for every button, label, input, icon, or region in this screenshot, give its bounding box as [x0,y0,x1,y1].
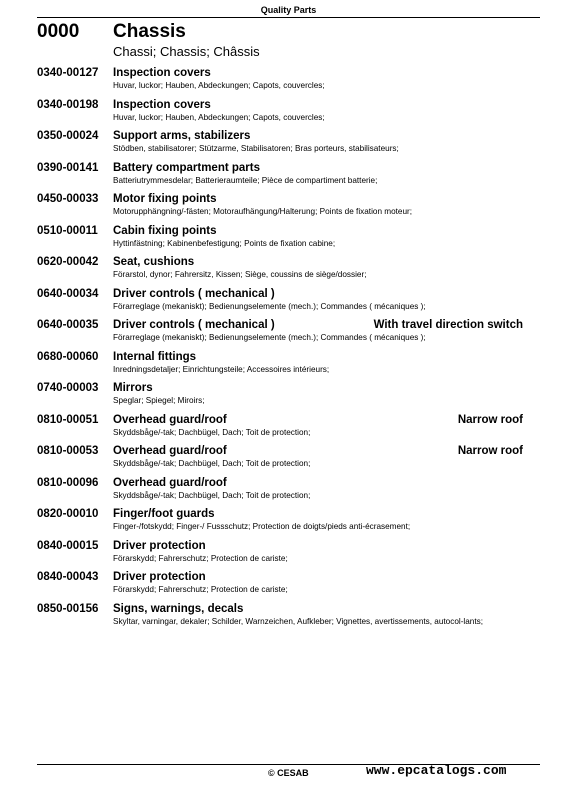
item-code: 0850-00156 [37,602,99,615]
item-code: 0350-00024 [37,130,99,142]
item-note: Narrow roof [457,413,523,426]
item-description: Förarreglage (mekaniskt); Bedienungselemente (mech.); Commandes ( mécaniques ); [113,301,426,311]
item-title: Inspection covers [113,67,211,79]
item-title: Signs, warnings, decals [113,602,244,615]
section-title: Chassis [113,21,186,42]
item-description: Finger-/fotskydd; Finger-/ Fussschutz; Protection de doigts/pieds anti-écrasement; [113,522,411,531]
item-description: Huvar, luckor; Hauben, Abdeckungen; Capots, couvercles; [113,112,325,122]
item-description: Förarstol, dynor; Fahrersitz, Kissen; Siège, coussins de siège/dossier; [113,270,367,279]
item-title: Battery compartment parts [113,161,260,174]
item-title: Overhead guard/roof [113,445,227,457]
item-title: Internal fittings [113,350,197,363]
page-header: Quality Parts [37,5,540,18]
list-item [37,382,540,414]
item-code: 0740-00003 [37,382,99,394]
item-code: 0640-00034 [37,287,99,300]
item-description: Speglar; Spiegel; Miroirs; [113,396,205,405]
list-item [37,508,540,540]
item-note: Narrow roof [457,445,523,457]
item-code: 0810-00051 [37,413,99,426]
item-note: With travel direction switch [373,319,523,331]
item-title: Motor fixing points [113,193,217,205]
section-subtitle: Chassi; Chassis; Châssis [113,44,260,59]
item-description: Förarreglage (mekaniskt); Bedienungselemente (mech.); Commandes ( mécaniques ); [113,333,426,342]
item-description: Skyddsbåge/-tak; Dachbügel, Dach; Toit de protection; [113,427,311,437]
item-description: Stödben, stabilisatorer; Stützarme, Stabilisatoren; Bras porteurs, stabilisateurs; [113,144,399,153]
item-code: 0340-00127 [37,67,99,79]
item-title: Driver controls ( mechanical ) [113,319,275,331]
list-item [37,288,540,320]
item-code: 0510-00011 [37,224,98,237]
item-title: Overhead guard/roof [113,413,227,426]
item-code: 0820-00010 [37,508,99,520]
item-code: 0640-00035 [37,319,99,331]
list-item [37,99,540,131]
item-title: Inspection covers [113,98,211,111]
item-description: Skyltar, varningar, dekaler; Schilder, Warnzeichen, Aufkleber; Vignettes, avertissements, autocol-lants; [113,616,483,626]
list-item [37,351,540,383]
section-code: 0000 [37,21,80,42]
item-title: Driver controls ( mechanical ) [113,287,275,300]
item-description: Förarskydd; Fahrerschutz; Protection de cariste; [113,585,288,594]
footer-brand: © CESAB [268,768,309,778]
list-item [37,256,540,288]
list-item [37,540,540,572]
item-title: Driver protection [113,571,206,583]
list-item [37,603,540,643]
parts-list [37,67,540,643]
list-item [37,225,540,257]
list-item [37,571,540,603]
list-item [37,162,540,194]
item-code: 0340-00198 [37,98,99,111]
item-title: Mirrors [113,382,153,394]
list-item [37,130,540,162]
item-title: Driver protection [113,539,206,552]
item-code: 0390-00141 [37,161,99,174]
item-code: 0810-00096 [37,476,99,489]
item-title: Seat, cushions [113,256,195,268]
item-description: Huvar, luckor; Hauben, Abdeckungen; Capots, couvercles; [113,81,325,90]
item-title: Finger/foot guards [113,508,215,520]
item-code: 0620-00042 [37,256,99,268]
item-code: 0810-00053 [37,445,99,457]
list-item [37,193,540,225]
list-item [37,477,540,509]
list-item [37,445,540,477]
item-code: 0840-00043 [37,571,99,583]
item-title: Overhead guard/roof [113,476,227,489]
item-description: Motorupphängning/-fästen; Motoraufhängung/Halterung; Points de fixation moteur; [113,207,413,216]
item-code: 0680-00060 [37,350,99,363]
list-item [37,67,540,99]
item-description: Skyddsbåge/-tak; Dachbügel, Dach; Toit de protection; [113,459,311,468]
list-item [37,414,540,446]
item-description: Inredningsdetaljer; Einrichtungsteile; Accessoires intérieurs; [113,364,330,374]
item-title: Cabin fixing points [113,224,217,237]
item-description: Batteriutrymmesdelar; Batterieraumteile; Pièce de compartiment batterie; [113,175,378,185]
footer-watermark-link[interactable]: www.epcatalogs.com [366,763,507,778]
item-description: Hyttinfästning; Kabinenbefestigung; Points de fixation cabine; [113,238,336,248]
item-description: Förarskydd; Fahrerschutz; Protection de cariste; [113,553,288,563]
item-code: 0840-00015 [37,539,99,552]
item-description: Skyddsbåge/-tak; Dachbügel, Dach; Toit de protection; [113,490,311,500]
list-item [37,319,540,351]
item-title: Support arms, stabilizers [113,130,251,142]
item-code: 0450-00033 [37,193,99,205]
